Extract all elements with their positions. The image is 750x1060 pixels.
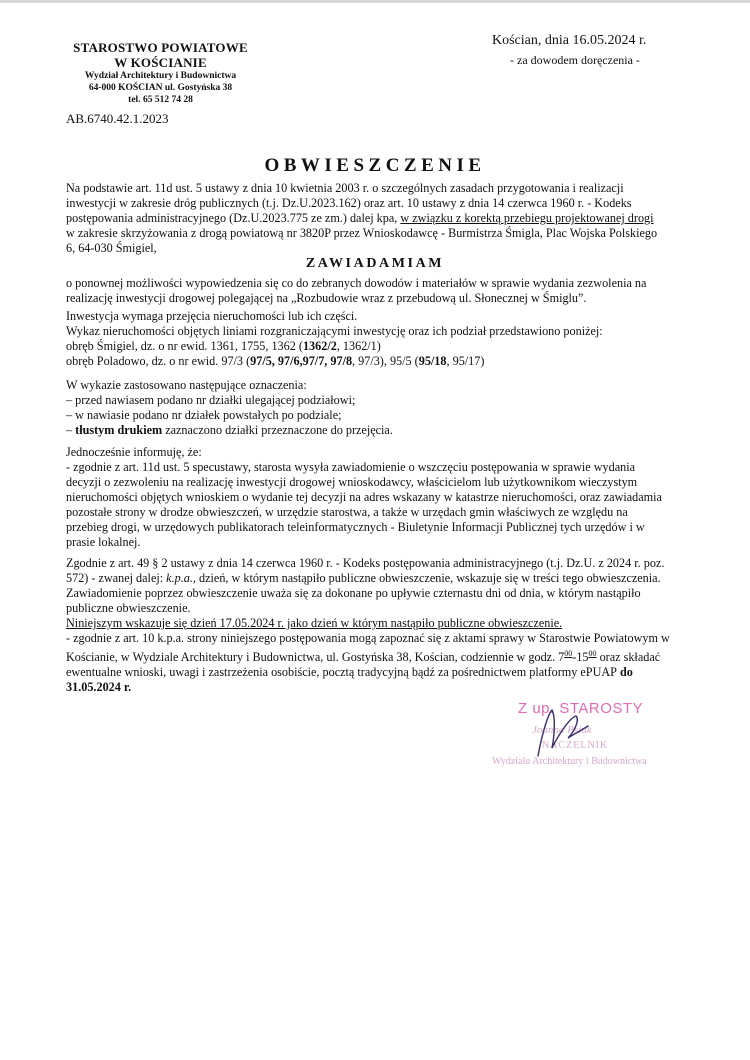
stamp-line-3: NACZELNIK — [542, 740, 609, 751]
bold-parcel: 97/5, 97/6,97/7, 97/8 — [250, 354, 353, 368]
notice-paragraph — [66, 276, 694, 306]
text-line: Inwestycja wymaga przejęcia nieruchomości lub ich części. — [66, 309, 358, 323]
notice-heading: ZAWIADAMIAM — [305, 256, 445, 271]
text-line: Wykaz nieruchomości objętych liniami rozgraniczającymi inwestycję oraz ich podział przedstawiono poniżej: — [66, 324, 603, 338]
text-span: dzień, w którym nastąpiło publiczne obwieszczenie, wskazuje się w treści tego obwieszczenia. — [195, 571, 661, 585]
text-line: 6, 64-030 Śmigiel, — [66, 241, 157, 255]
text-line: Jednocześnie informuję, że: — [66, 445, 202, 459]
department: Wydział Architektury i Budownictwa — [84, 71, 237, 81]
text-span: , 1362/1) — [336, 339, 381, 353]
superscript: 00 — [564, 649, 573, 658]
text-line — [66, 646, 694, 665]
text-line: prasie lokalnej. — [66, 535, 141, 549]
text-span: oraz składać — [596, 650, 661, 665]
text-line — [66, 665, 694, 680]
bold-text: tłustym drukiem — [75, 423, 163, 437]
italic-text: k.p.a., — [166, 571, 196, 585]
text-line: – w nawiasie podano nr działek powstałych po podziale; — [66, 408, 342, 422]
text-line: przebieg drogi, w urzędowych publikatorach teleinformatycznych - Biuletynie Informacji Publicznej tych urzędów i w — [66, 520, 645, 534]
text-line: w zakresie skrzyżowania z drogą powiatową nr 3820P przez Wnioskodawcę - Burmistrza Śmigla, Plac Wojska Polskiego — [66, 226, 658, 240]
scan-edge — [0, 0, 750, 3]
signature-mark — [530, 704, 600, 764]
parcel-line-smigiel — [66, 339, 694, 354]
text-line: Zgodnie z art. 49 § 2 ustawy z dnia 14 czerwca 1960 r. - Kodeks postępowania administracyjnego (t.j. Dz.U. z 2024 r. poz. — [66, 556, 665, 570]
office-address: 64-000 KOŚCIAN ul. Gostyńska 38 — [88, 83, 233, 93]
case-reference: AB.6740.42.1.2023 — [66, 111, 169, 126]
place-date: Kościan, dnia 16.05.2024 r. — [492, 33, 647, 48]
bold-parcel: 95/18 — [418, 354, 447, 368]
info-paragraph — [66, 445, 694, 550]
text-line — [66, 571, 694, 586]
kpa-paragraph — [66, 556, 694, 631]
text-span: zaznaczono działki przeznaczone do przejęcia. — [162, 423, 393, 437]
stamp-line-1: Z up. STAROSTY — [518, 700, 644, 717]
text-line: – przed nawiasem podano nr działki ulegającej podziałowi; — [66, 393, 356, 407]
text-line: W wykazie zastosowano następujące oznaczenia: — [66, 378, 307, 392]
office-name-2: W KOŚCIANIE — [114, 55, 207, 70]
text-span: ewentualne wnioski, uwagi i zastrzeżenia osobiście, pocztą tradycyjną bądź za pośrednictwem platformy ePUAP — [66, 665, 617, 680]
text-span: obręb Poladowo, dz. o nr ewid. 97/3 ( — [66, 354, 251, 368]
text-line: Zawiadomienie poprzez obwieszczenie uważa się za dokonane po upływie czternastu dni od dnia, w którym nastąpiło — [66, 586, 641, 600]
text-span: Kościanie, w Wydziale Architektury i Budownictwa, ul. Gostyńska 38, Kościan, codziennie w godz. 7 — [66, 650, 565, 665]
text-span: – — [66, 423, 76, 437]
text-line: pozostałe strony w drodze obwieszczeń, w urzędzie starostwa, a także w urzędach gmin właściwych ze względu na — [66, 505, 628, 519]
stamp-line-4: Wydziału Architektury i Budownictwa — [492, 756, 647, 767]
text-span: 572) - zwanej dalej: — [66, 571, 167, 585]
parcels-paragraph — [66, 309, 694, 369]
document-title: OBWIESZCZENIE — [264, 155, 486, 176]
superscript: 00 — [588, 649, 597, 658]
issuer-header — [58, 40, 263, 106]
publication-date-line: Niniejszym wskazuje się dzień 17.05.2024 r. jako dzień w którym nastąpiło publiczne obwieszczenie. — [66, 616, 563, 630]
text-line — [66, 423, 694, 438]
access-paragraph — [66, 631, 694, 695]
text-line: nieruchomości objętych wnioskiem o wydanie tej decyzji na adres wskazany w katastrze nieruchomości, oraz zawiadamia — [66, 490, 662, 504]
text-span: postępowania administracyjnego (Dz.U.2023.775 ze zm.) dalej kpa, — [66, 211, 401, 225]
deadline-date: 31.05.2024 r. — [66, 680, 132, 695]
stamp-line-2: Joanna Psiuk — [532, 724, 592, 736]
text-span: , 95/17) — [446, 354, 485, 368]
text-line: - zgodnie z art. 10 k.p.a. strony niniejszego postępowania mogą zapoznać się z aktami sprawy w Starostwie Powiatowym w — [66, 631, 670, 645]
text-line: o ponownej możliwości wypowiedzenia się co do zebranych dowodów i materiałów w sprawie wydania zezwolenia na — [66, 276, 647, 290]
bold-text: do — [616, 665, 633, 680]
official-stamp — [470, 700, 680, 780]
text-span: obręb Śmigiel, dz. o nr ewid. 1361, 1755, 1362 ( — [66, 339, 303, 353]
text-line: publiczne obwieszczenie. — [66, 601, 191, 615]
legend-paragraph — [66, 378, 694, 438]
text-line: decyzji o zezwoleniu na realizację inwestycji drogowej wnioskodawcy, właścicielom lub użytkownikom wieczystym — [66, 475, 638, 489]
text-line: inwestycji w zakresie dróg publicznych (t.j. Dz.U.2023.162) oraz art. 10 ustawy z dnia 14 czerwca 1960 r. - Kodeks — [66, 196, 632, 210]
text-line: Na podstawie art. 11d ust. 5 ustawy z dnia 10 kwietnia 2003 r. o szczególnych zasadach przygotowania i realizacji — [66, 181, 624, 195]
text-span: -15 — [572, 650, 589, 665]
text-line: realizację inwestycji drogowej polegającej na „Rozbudowie wraz z przebudową ul. Słonecznej w Śmiglu”. — [66, 291, 587, 305]
office-phone: tel. 65 512 74 28 — [128, 95, 193, 105]
parcel-line-poladowo — [66, 354, 694, 369]
underlined-text: w związku z korektą przebiegu projektowanej drogi — [400, 211, 654, 225]
delivery-note: - za dowodem doręczenia - — [510, 53, 640, 67]
text-line — [66, 211, 694, 226]
bold-parcel: 1362/2 — [302, 339, 337, 353]
text-line: - zgodnie z art. 11d ust. 5 specustawy, starosta wysyła zawiadomienie o wszczęciu postępowania w sprawie wydania — [66, 460, 636, 474]
office-name-1: STAROSTWO POWIATOWE — [73, 40, 248, 55]
intro-paragraph — [66, 181, 694, 256]
text-span: , 97/3), 95/5 ( — [352, 354, 419, 368]
